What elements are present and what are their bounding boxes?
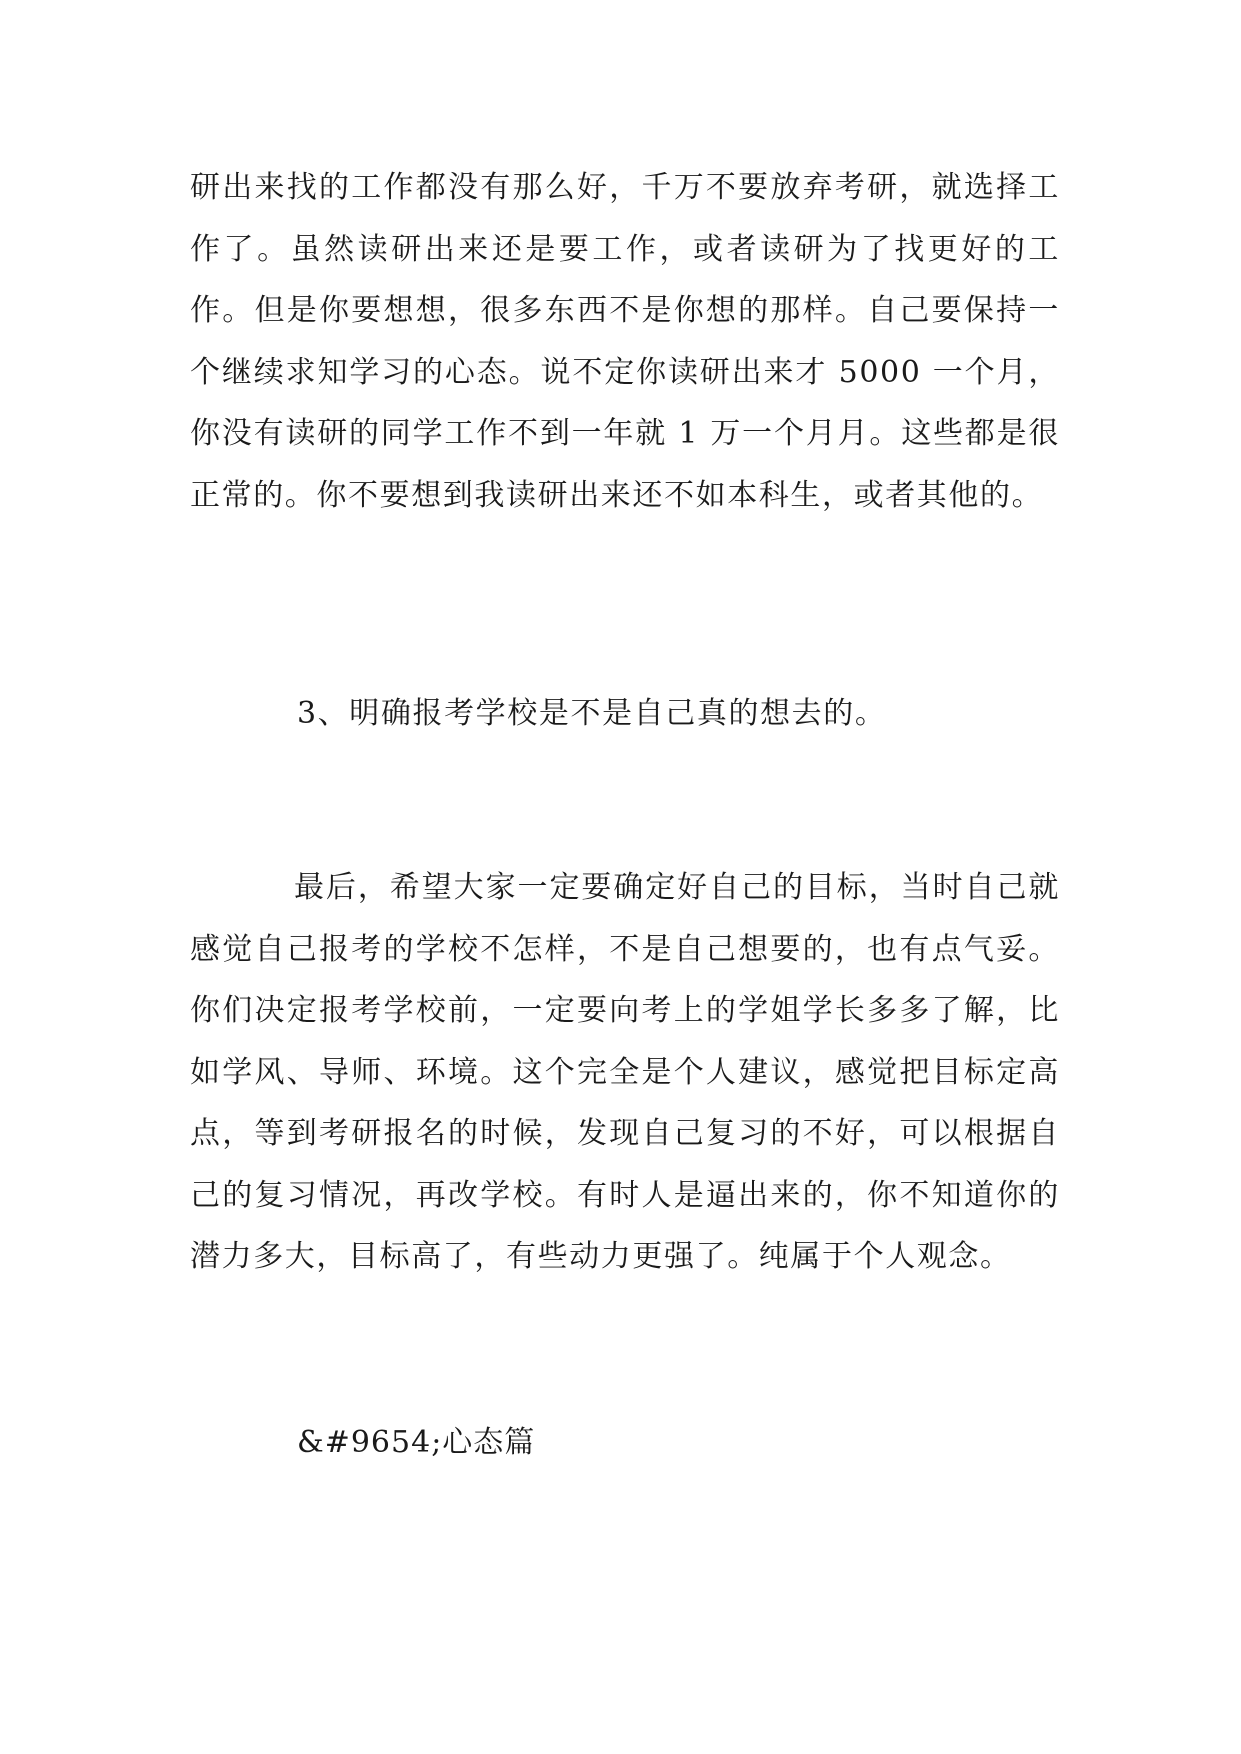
body-paragraph: 研出来找的工作都没有那么好，千万不要放弃考研，就选择工作了。虽然读研出来还是要工作，或者读研为了找更好的工作。但是你要想想，很多东西不是你想的那样。自己要保持一个继续求知学习的心态。说不定你读研出来才 5000 一个月，你没有读研的同学工作不到一年就 1 万一个月月。这些都是很正常的。你不要想到我读研出来还不如本科生，或者其他的。 [190, 170, 1060, 513]
section-title: &#9654;心态篇 [297, 1425, 536, 1460]
body-paragraph: 最后，希望大家一定要确定好自己的目标，当时自己就感觉自己报考的学校不怎样，不是自己想要的，也有点气妥。你们决定报考学校前，一定要向考上的学姐学长多多了解，比如学风、导师、环境。这个完全是个人建议，感觉把目标定高点，等到考研报名的时候，发现自己复习的不好，可以根据自己的复习情况，再改学校。有时人是逼出来的，你不知道你的潜力多大，目标高了，有些动力更强了。纯属于个人观念。 [190, 870, 1060, 1274]
numbered-heading: 3、明确报考学校是不是自己真的想去的。 [297, 696, 887, 731]
